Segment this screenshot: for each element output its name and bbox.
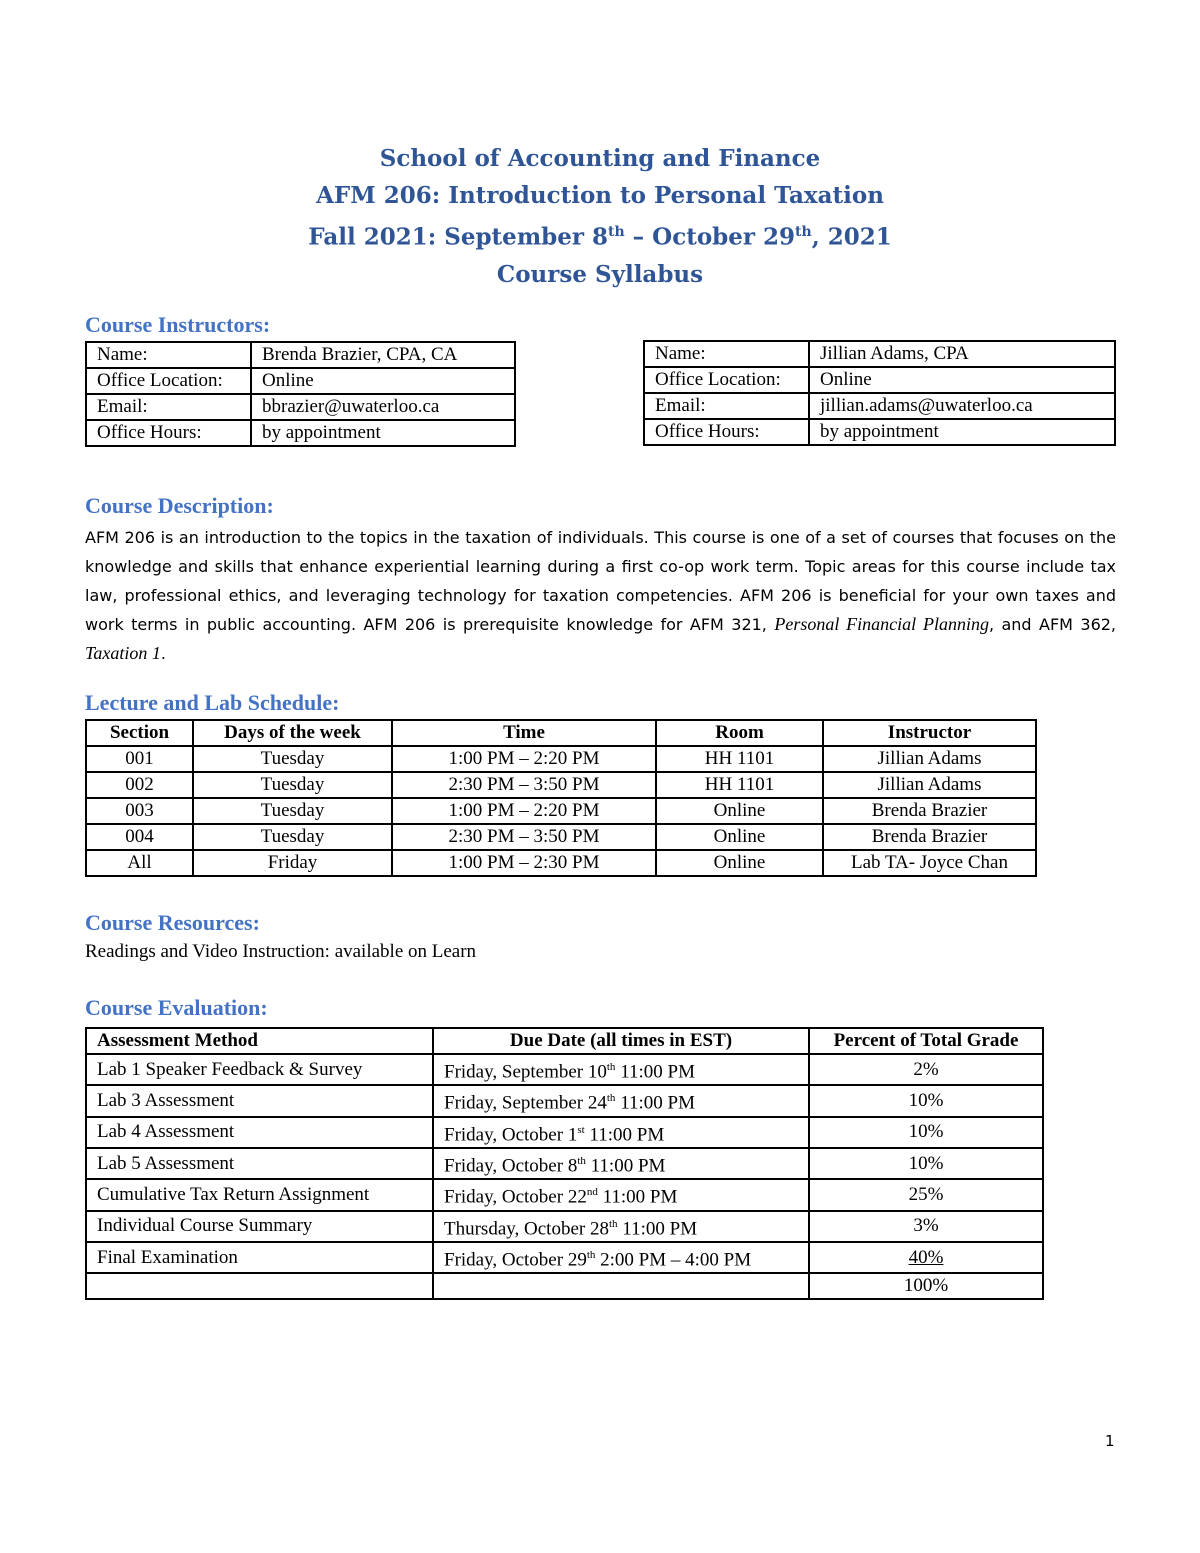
schedule-cell: Brenda Brazier	[823, 824, 1036, 850]
document-type: Course Syllabus	[496, 260, 704, 288]
evaluation-row	[86, 1054, 1043, 1085]
evaluation-row	[86, 1179, 1043, 1210]
evaluation-table	[85, 1027, 1044, 1300]
instructor-label: Office Hours:	[644, 419, 809, 445]
description-heading: Course Description:	[85, 493, 274, 518]
schedule-cell: 2:30 PM – 3:50 PM	[392, 824, 656, 850]
due-date-time: 2:00 PM – 4:00 PM	[595, 1249, 752, 1271]
schedule-cell: 004	[86, 824, 193, 850]
schedule-cell: Tuesday	[193, 746, 392, 772]
evaluation-header-row	[86, 1028, 1043, 1054]
due-date-day: Thursday, October 28	[444, 1217, 609, 1239]
due-date-day: Friday, October 8	[444, 1155, 578, 1177]
schedule-cell: 001	[86, 746, 193, 772]
instructor-value: Online	[251, 368, 515, 394]
schedule-column-header: Time	[392, 720, 656, 746]
schedule-cell: Brenda Brazier	[823, 798, 1036, 824]
due-date	[433, 1054, 809, 1085]
schedule-cell: Tuesday	[193, 798, 392, 824]
due-date-time: 11:00 PM	[584, 1123, 665, 1145]
instructor-table-right	[643, 340, 1116, 446]
course-title: AFM 206: Introduction to Personal Taxation	[316, 182, 884, 209]
schedule-row	[86, 824, 1036, 850]
instructor-row	[644, 367, 1115, 393]
schedule-cell: Tuesday	[193, 772, 392, 798]
schedule-cell: Lab TA- Joyce Chan	[823, 850, 1036, 876]
evaluation-row	[86, 1085, 1043, 1116]
schedule-table	[85, 719, 1037, 877]
due-date-ordinal: th	[608, 1217, 618, 1230]
grade-percent	[809, 1211, 1043, 1242]
instructor-value: by appointment	[251, 420, 515, 446]
school-name: School of Accounting and Finance	[379, 145, 821, 172]
due-date-time: 11:00 PM	[617, 1217, 698, 1239]
page-number: 1	[1105, 1432, 1115, 1450]
schedule-cell: Friday	[193, 850, 392, 876]
due-date-time: 11:00 PM	[615, 1061, 695, 1083]
grade-percent-value: 2%	[913, 1058, 939, 1080]
due-date-ordinal: th	[586, 1248, 596, 1261]
instructor-label: Office Location:	[644, 367, 809, 393]
schedule-column-header: Section	[86, 720, 193, 746]
due-date-day: Friday, October 1	[444, 1123, 578, 1145]
due-date	[433, 1085, 809, 1116]
grade-percent	[809, 1179, 1043, 1210]
grade-percent	[809, 1054, 1043, 1085]
due-date	[433, 1117, 809, 1148]
grade-percent	[809, 1242, 1043, 1273]
instructor-label: Email:	[644, 393, 809, 419]
instructor-row	[86, 342, 515, 368]
assessment-method: Lab 5 Assessment	[86, 1148, 433, 1179]
term-dates: Fall 2021: September 8th – October 29th, 2021	[308, 223, 892, 251]
due-date-time: 11:00 PM	[585, 1155, 666, 1177]
assessment-method: Lab 4 Assessment	[86, 1117, 433, 1148]
schedule-column-header: Instructor	[823, 720, 1036, 746]
evaluation-heading: Course Evaluation:	[85, 995, 268, 1020]
instructors-heading: Course Instructors:	[85, 312, 271, 337]
schedule-cell: Jillian Adams	[823, 772, 1036, 798]
evaluation-column-header: Percent of Total Grade	[809, 1028, 1043, 1054]
instructor-value: Jillian Adams, CPA	[809, 341, 1115, 367]
instructor-table-left	[85, 341, 516, 447]
due-date-day: Friday, September 10	[444, 1061, 607, 1083]
due-date	[433, 1242, 809, 1273]
grade-total: 100%	[809, 1273, 1043, 1299]
grade-percent-value: 25%	[908, 1183, 944, 1205]
due-date-ordinal: th	[606, 1092, 616, 1105]
due-date-time: 11:00 PM	[597, 1186, 678, 1208]
document-title	[0, 140, 1200, 293]
schedule-row	[86, 746, 1036, 772]
grade-percent-value: 10%	[908, 1089, 944, 1111]
empty-cell	[86, 1273, 433, 1299]
instructor-row	[86, 394, 515, 420]
schedule-cell: 003	[86, 798, 193, 824]
resources-text: Readings and Video Instruction: available on Learn	[85, 941, 477, 962]
instructor-value: by appointment	[809, 419, 1115, 445]
grade-percent	[809, 1148, 1043, 1179]
instructor-row	[86, 368, 515, 394]
instructor-label: Name:	[644, 341, 809, 367]
instructor-row	[644, 341, 1115, 367]
due-date-ordinal: th	[577, 1154, 586, 1167]
instructor-label: Name:	[86, 342, 251, 368]
schedule-row	[86, 798, 1036, 824]
schedule-cell: Tuesday	[193, 824, 392, 850]
due-date-day: Friday, October 29	[444, 1249, 587, 1271]
instructor-row	[86, 420, 515, 446]
due-date-day: Friday, September 24	[444, 1092, 607, 1114]
grade-percent	[809, 1117, 1043, 1148]
schedule-cell: 2:30 PM – 3:50 PM	[392, 772, 656, 798]
evaluation-column-header: Assessment Method	[86, 1028, 433, 1054]
schedule-heading: Lecture and Lab Schedule:	[85, 690, 340, 715]
instructor-label: Office Hours:	[86, 420, 251, 446]
schedule-cell: Online	[656, 824, 823, 850]
schedule-cell: Jillian Adams	[823, 746, 1036, 772]
grade-percent-value: 40%	[908, 1246, 944, 1268]
due-date	[433, 1148, 809, 1179]
schedule-row	[86, 850, 1036, 876]
instructor-row	[644, 393, 1115, 419]
empty-cell	[433, 1273, 809, 1299]
due-date-ordinal: th	[606, 1061, 616, 1073]
evaluation-row	[86, 1117, 1043, 1148]
evaluation-total-row	[86, 1273, 1043, 1299]
evaluation-row	[86, 1211, 1043, 1242]
due-date	[433, 1179, 809, 1210]
assessment-method: Cumulative Tax Return Assignment	[86, 1179, 433, 1210]
schedule-column-header: Room	[656, 720, 823, 746]
due-date	[433, 1211, 809, 1242]
schedule-cell: 1:00 PM – 2:30 PM	[392, 850, 656, 876]
due-date-day: Friday, October 22	[444, 1186, 587, 1208]
assessment-method: Final Examination	[86, 1242, 433, 1273]
instructor-label: Email:	[86, 394, 251, 420]
instructor-value: Online	[809, 367, 1115, 393]
grade-percent	[809, 1085, 1043, 1116]
schedule-header-row	[86, 720, 1036, 746]
schedule-cell: Online	[656, 850, 823, 876]
assessment-method: Individual Course Summary	[86, 1211, 433, 1242]
schedule-cell: HH 1101	[656, 772, 823, 798]
schedule-row	[86, 772, 1036, 798]
due-date-ordinal: nd	[586, 1186, 598, 1199]
grade-percent-value: 10%	[908, 1121, 944, 1143]
schedule-cell: Online	[656, 798, 823, 824]
grade-percent-value: 10%	[908, 1152, 944, 1174]
due-date-ordinal: st	[577, 1123, 585, 1136]
resources-heading: Course Resources:	[85, 910, 260, 935]
schedule-cell: All	[86, 850, 193, 876]
evaluation-row	[86, 1242, 1043, 1273]
instructor-value: bbrazier@uwaterloo.ca	[251, 394, 515, 420]
due-date-time: 11:00 PM	[615, 1092, 695, 1114]
instructor-value: jillian.adams@uwaterloo.ca	[809, 393, 1115, 419]
schedule-cell: 002	[86, 772, 193, 798]
schedule-cell: 1:00 PM – 2:20 PM	[392, 798, 656, 824]
instructor-row	[644, 419, 1115, 445]
instructor-label: Office Location:	[86, 368, 251, 394]
assessment-method: Lab 1 Speaker Feedback & Survey	[86, 1054, 433, 1085]
grade-percent-value: 3%	[913, 1215, 939, 1237]
schedule-column-header: Days of the week	[193, 720, 392, 746]
evaluation-column-header: Due Date (all times in EST)	[433, 1028, 809, 1054]
schedule-cell: 1:00 PM – 2:20 PM	[392, 746, 656, 772]
instructor-value: Brenda Brazier, CPA, CA	[251, 342, 515, 368]
schedule-cell: HH 1101	[656, 746, 823, 772]
assessment-method: Lab 3 Assessment	[86, 1085, 433, 1116]
evaluation-row	[86, 1148, 1043, 1179]
course-description: AFM 206 is an introduction to the topics in the taxation of individuals. This course is one of a set of courses that focuses on the knowledge and skills that enhance experiential learning during a first co-op work term. Topic areas for this course include tax law, professional ethics, and leveraging technology for taxation competencies. AFM 206 is beneficial for your own taxes and work terms in public accounting. AFM 206 is prerequisite knowledge for AFM 321, Personal Financial Planning, and AFM 362, Taxation 1.	[85, 528, 1117, 663]
